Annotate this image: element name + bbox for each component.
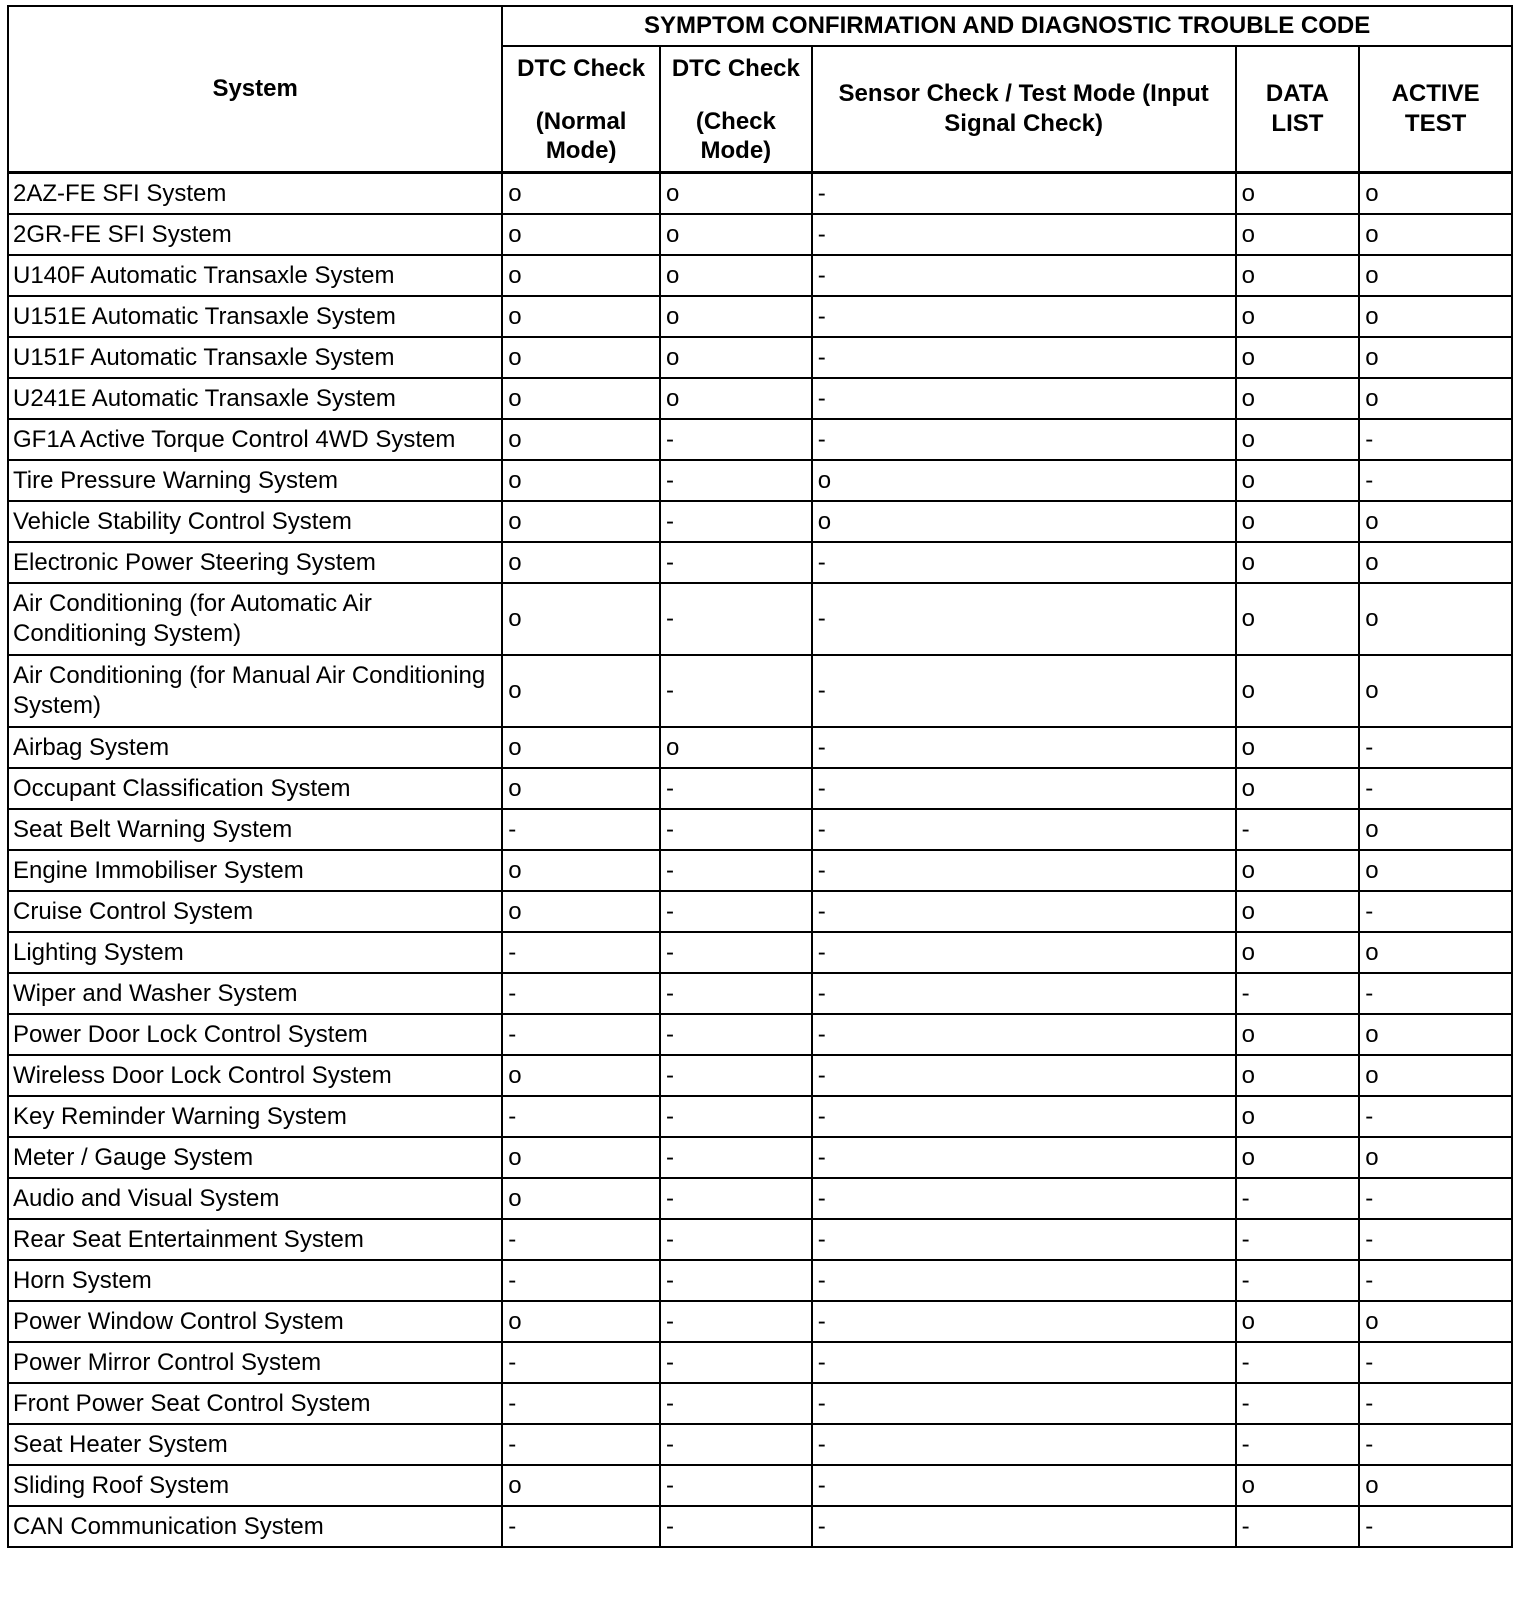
active-test-cell: - <box>1359 460 1512 501</box>
sensor-check-cell: - <box>812 583 1236 655</box>
sensor-check-cell: - <box>812 809 1236 850</box>
active-test-cell: - <box>1359 1383 1512 1424</box>
table-row <box>8 809 1512 850</box>
data-list-cell: o <box>1236 419 1360 460</box>
active-test-cell: - <box>1359 1506 1512 1547</box>
data-list-cell: - <box>1236 1383 1360 1424</box>
dtc-normal-cell: o <box>502 1055 660 1096</box>
dtc-normal-cell: o <box>502 214 660 255</box>
dtc-check-cell: - <box>660 1301 812 1342</box>
active-test-cell: - <box>1359 727 1512 768</box>
system-name-cell: CAN Communication System <box>8 1506 502 1547</box>
dtc-check-cell: o <box>660 173 812 215</box>
system-name-cell: U151E Automatic Transaxle System <box>8 296 502 337</box>
data-list-cell: o <box>1236 727 1360 768</box>
dtc-check-line1: DTC Check <box>671 54 800 82</box>
dtc-normal-cell: o <box>502 891 660 932</box>
sensor-check-cell: - <box>812 1260 1236 1301</box>
table-row <box>8 583 1512 655</box>
system-name-cell: Sliding Roof System <box>8 1465 502 1506</box>
data-list-header: DATA LIST <box>1236 46 1360 173</box>
data-list-cell: o <box>1236 1055 1360 1096</box>
data-list-cell: o <box>1236 583 1360 655</box>
dtc-normal-cell: o <box>502 655 660 727</box>
active-test-cell: o <box>1359 542 1512 583</box>
table-body <box>8 173 1512 1548</box>
dtc-normal-cell: - <box>502 1219 660 1260</box>
data-list-cell: o <box>1236 1096 1360 1137</box>
table-row <box>8 891 1512 932</box>
table-row <box>8 1301 1512 1342</box>
data-list-cell: o <box>1236 173 1360 215</box>
system-column-header: System <box>8 6 502 173</box>
system-name-cell: Wiper and Washer System <box>8 973 502 1014</box>
system-name-cell: U241E Automatic Transaxle System <box>8 378 502 419</box>
active-test-cell: o <box>1359 1465 1512 1506</box>
table-row <box>8 1260 1512 1301</box>
system-name-cell: Horn System <box>8 1260 502 1301</box>
table-row <box>8 655 1512 727</box>
dtc-normal-cell: o <box>502 173 660 215</box>
table-header <box>8 6 1512 173</box>
system-name-cell: Power Door Lock Control System <box>8 1014 502 1055</box>
dtc-check-cell: o <box>660 378 812 419</box>
diagnostic-function-table <box>7 5 1513 1548</box>
table-row <box>8 460 1512 501</box>
dtc-check-cell: - <box>660 1465 812 1506</box>
table-row <box>8 1219 1512 1260</box>
dtc-check-cell: - <box>660 1096 812 1137</box>
sensor-check-cell: - <box>812 891 1236 932</box>
dtc-normal-cell: o <box>502 1137 660 1178</box>
dtc-check-cell: o <box>660 727 812 768</box>
sensor-check-cell: - <box>812 296 1236 337</box>
dtc-normal-cell: o <box>502 501 660 542</box>
table-row <box>8 296 1512 337</box>
table-row <box>8 337 1512 378</box>
system-name-cell: Power Window Control System <box>8 1301 502 1342</box>
table-row <box>8 1178 1512 1219</box>
active-test-cell: - <box>1359 1342 1512 1383</box>
dtc-normal-cell: o <box>502 727 660 768</box>
sensor-check-cell: - <box>812 932 1236 973</box>
dtc-normal-mode-header <box>502 46 660 173</box>
sensor-check-cell: - <box>812 1301 1236 1342</box>
active-test-cell: - <box>1359 419 1512 460</box>
dtc-normal-cell: o <box>502 768 660 809</box>
table-row <box>8 1465 1512 1506</box>
table-row <box>8 1014 1512 1055</box>
active-test-cell: - <box>1359 973 1512 1014</box>
dtc-normal-cell: o <box>502 460 660 501</box>
active-test-cell: o <box>1359 296 1512 337</box>
sensor-check-cell: - <box>812 1465 1236 1506</box>
system-name-cell: Wireless Door Lock Control System <box>8 1055 502 1096</box>
dtc-normal-cell: o <box>502 337 660 378</box>
active-test-cell: o <box>1359 1137 1512 1178</box>
dtc-normal-cell: o <box>502 850 660 891</box>
system-name-cell: 2GR-FE SFI System <box>8 214 502 255</box>
system-name-cell: GF1A Active Torque Control 4WD System <box>8 419 502 460</box>
active-test-cell: - <box>1359 1424 1512 1465</box>
active-test-cell: o <box>1359 809 1512 850</box>
data-list-cell: o <box>1236 850 1360 891</box>
dtc-normal-cell: - <box>502 1096 660 1137</box>
system-name-cell: Vehicle Stability Control System <box>8 501 502 542</box>
active-test-cell: o <box>1359 337 1512 378</box>
dtc-check-cell: o <box>660 296 812 337</box>
dtc-check-line2: (Check Mode) <box>695 107 776 164</box>
group-header: SYMPTOM CONFIRMATION AND DIAGNOSTIC TROUBLE CODE <box>502 6 1512 46</box>
system-name-cell: Key Reminder Warning System <box>8 1096 502 1137</box>
diagnostic-table-container <box>7 5 1513 1548</box>
dtc-check-cell: o <box>660 214 812 255</box>
dtc-normal-line1: DTC Check <box>517 54 646 82</box>
data-list-cell: o <box>1236 296 1360 337</box>
active-test-header: ACTIVE TEST <box>1359 46 1512 173</box>
sensor-check-cell: - <box>812 1506 1236 1547</box>
data-list-cell: o <box>1236 1014 1360 1055</box>
active-test-cell: o <box>1359 1301 1512 1342</box>
data-list-cell: o <box>1236 255 1360 296</box>
active-test-cell: - <box>1359 1178 1512 1219</box>
dtc-normal-line2: (Normal Mode) <box>535 107 627 164</box>
data-list-cell: o <box>1236 768 1360 809</box>
active-test-cell: - <box>1359 1219 1512 1260</box>
table-row <box>8 378 1512 419</box>
sensor-check-cell: - <box>812 1178 1236 1219</box>
sensor-check-cell: - <box>812 337 1236 378</box>
active-test-cell: - <box>1359 1096 1512 1137</box>
dtc-check-cell: - <box>660 768 812 809</box>
table-row <box>8 1506 1512 1547</box>
dtc-check-cell: - <box>660 655 812 727</box>
sensor-check-cell: - <box>812 1014 1236 1055</box>
active-test-cell: o <box>1359 378 1512 419</box>
sensor-check-cell: - <box>812 1424 1236 1465</box>
table-row <box>8 973 1512 1014</box>
dtc-normal-cell: - <box>502 1260 660 1301</box>
data-list-cell: o <box>1236 501 1360 542</box>
dtc-normal-cell: o <box>502 296 660 337</box>
data-list-cell: o <box>1236 378 1360 419</box>
dtc-check-cell: - <box>660 542 812 583</box>
data-list-cell: - <box>1236 1178 1360 1219</box>
dtc-normal-cell: - <box>502 1342 660 1383</box>
system-name-cell: Airbag System <box>8 727 502 768</box>
system-name-cell: Tire Pressure Warning System <box>8 460 502 501</box>
table-row <box>8 542 1512 583</box>
table-row <box>8 419 1512 460</box>
active-test-cell: o <box>1359 932 1512 973</box>
system-name-cell: Occupant Classification System <box>8 768 502 809</box>
data-list-cell: - <box>1236 1424 1360 1465</box>
dtc-check-cell: - <box>660 460 812 501</box>
dtc-check-cell: - <box>660 501 812 542</box>
system-name-cell: U140F Automatic Transaxle System <box>8 255 502 296</box>
table-row <box>8 727 1512 768</box>
data-list-cell: o <box>1236 655 1360 727</box>
data-list-cell: - <box>1236 1260 1360 1301</box>
sensor-check-cell: - <box>812 768 1236 809</box>
dtc-check-cell: - <box>660 891 812 932</box>
sensor-check-cell: - <box>812 378 1236 419</box>
active-test-cell: o <box>1359 1055 1512 1096</box>
system-name-cell: Air Conditioning (for Manual Air Conditioning System) <box>8 655 502 727</box>
dtc-check-cell: - <box>660 1342 812 1383</box>
data-list-cell: - <box>1236 809 1360 850</box>
data-list-cell: - <box>1236 1219 1360 1260</box>
data-list-cell: o <box>1236 460 1360 501</box>
sensor-check-cell: o <box>812 501 1236 542</box>
active-test-cell: o <box>1359 850 1512 891</box>
active-test-cell: - <box>1359 768 1512 809</box>
system-name-cell: Electronic Power Steering System <box>8 542 502 583</box>
dtc-check-cell: - <box>660 419 812 460</box>
dtc-check-cell: - <box>660 1055 812 1096</box>
system-name-cell: Engine Immobiliser System <box>8 850 502 891</box>
sensor-check-cell: - <box>812 1342 1236 1383</box>
sensor-check-cell: - <box>812 1137 1236 1178</box>
dtc-normal-cell: o <box>502 1301 660 1342</box>
dtc-normal-cell: - <box>502 1383 660 1424</box>
dtc-check-cell: - <box>660 1014 812 1055</box>
dtc-normal-cell: o <box>502 542 660 583</box>
system-name-cell: Lighting System <box>8 932 502 973</box>
active-test-cell: o <box>1359 501 1512 542</box>
system-name-cell: Seat Belt Warning System <box>8 809 502 850</box>
dtc-normal-cell: - <box>502 1424 660 1465</box>
active-test-cell: o <box>1359 1014 1512 1055</box>
data-list-cell: o <box>1236 1465 1360 1506</box>
system-name-cell: Rear Seat Entertainment System <box>8 1219 502 1260</box>
table-row <box>8 1383 1512 1424</box>
dtc-normal-cell: o <box>502 1178 660 1219</box>
dtc-normal-cell: o <box>502 255 660 296</box>
dtc-normal-cell: - <box>502 973 660 1014</box>
sensor-check-cell: - <box>812 1055 1236 1096</box>
dtc-check-cell: - <box>660 1219 812 1260</box>
table-row <box>8 932 1512 973</box>
data-list-cell: o <box>1236 1137 1360 1178</box>
sensor-check-cell: - <box>812 655 1236 727</box>
table-row <box>8 1424 1512 1465</box>
active-test-cell: o <box>1359 255 1512 296</box>
dtc-check-cell: - <box>660 1506 812 1547</box>
table-row <box>8 1096 1512 1137</box>
sensor-check-cell: - <box>812 727 1236 768</box>
active-test-cell: o <box>1359 583 1512 655</box>
sensor-check-cell: - <box>812 214 1236 255</box>
dtc-check-cell: - <box>660 850 812 891</box>
data-list-cell: - <box>1236 973 1360 1014</box>
dtc-check-cell: - <box>660 1178 812 1219</box>
data-list-cell: o <box>1236 337 1360 378</box>
data-list-cell: o <box>1236 542 1360 583</box>
dtc-check-cell: - <box>660 932 812 973</box>
dtc-normal-cell: - <box>502 809 660 850</box>
dtc-normal-cell: o <box>502 419 660 460</box>
dtc-check-cell: o <box>660 255 812 296</box>
sensor-check-cell: - <box>812 542 1236 583</box>
sensor-check-cell: - <box>812 173 1236 215</box>
table-row <box>8 173 1512 215</box>
data-list-cell: - <box>1236 1506 1360 1547</box>
sensor-check-header: Sensor Check / Test Mode (Input Signal Check) <box>812 46 1236 173</box>
table-row <box>8 1342 1512 1383</box>
system-name-cell: Meter / Gauge System <box>8 1137 502 1178</box>
sensor-check-cell: o <box>812 460 1236 501</box>
system-name-cell: U151F Automatic Transaxle System <box>8 337 502 378</box>
dtc-check-cell: - <box>660 583 812 655</box>
active-test-cell: - <box>1359 891 1512 932</box>
data-list-cell: o <box>1236 214 1360 255</box>
data-list-cell: o <box>1236 1301 1360 1342</box>
table-row <box>8 850 1512 891</box>
table-row <box>8 501 1512 542</box>
system-name-cell: Power Mirror Control System <box>8 1342 502 1383</box>
table-row <box>8 214 1512 255</box>
data-list-cell: - <box>1236 1342 1360 1383</box>
active-test-cell: o <box>1359 173 1512 215</box>
dtc-check-mode-header <box>660 46 812 173</box>
dtc-check-cell: - <box>660 973 812 1014</box>
sensor-check-cell: - <box>812 850 1236 891</box>
dtc-check-cell: - <box>660 809 812 850</box>
dtc-check-cell: - <box>660 1383 812 1424</box>
dtc-check-cell: o <box>660 337 812 378</box>
dtc-normal-cell: - <box>502 1506 660 1547</box>
system-name-cell: 2AZ-FE SFI System <box>8 173 502 215</box>
sensor-check-cell: - <box>812 1096 1236 1137</box>
dtc-normal-cell: - <box>502 932 660 973</box>
system-name-cell: Air Conditioning (for Automatic Air Conditioning System) <box>8 583 502 655</box>
dtc-normal-cell: o <box>502 378 660 419</box>
system-name-cell: Cruise Control System <box>8 891 502 932</box>
data-list-cell: o <box>1236 932 1360 973</box>
dtc-normal-cell: - <box>502 1014 660 1055</box>
dtc-check-cell: - <box>660 1260 812 1301</box>
active-test-cell: o <box>1359 214 1512 255</box>
dtc-normal-cell: o <box>502 1465 660 1506</box>
table-row <box>8 1137 1512 1178</box>
sensor-check-cell: - <box>812 1383 1236 1424</box>
sensor-check-cell: - <box>812 255 1236 296</box>
dtc-check-cell: - <box>660 1424 812 1465</box>
table-row <box>8 1055 1512 1096</box>
table-row <box>8 255 1512 296</box>
system-name-cell: Audio and Visual System <box>8 1178 502 1219</box>
sensor-check-cell: - <box>812 419 1236 460</box>
dtc-check-cell: - <box>660 1137 812 1178</box>
system-name-cell: Seat Heater System <box>8 1424 502 1465</box>
active-test-cell: o <box>1359 655 1512 727</box>
table-row <box>8 768 1512 809</box>
sensor-check-cell: - <box>812 973 1236 1014</box>
data-list-cell: o <box>1236 891 1360 932</box>
system-name-cell: Front Power Seat Control System <box>8 1383 502 1424</box>
sensor-check-cell: - <box>812 1219 1236 1260</box>
active-test-cell: - <box>1359 1260 1512 1301</box>
dtc-normal-cell: o <box>502 583 660 655</box>
